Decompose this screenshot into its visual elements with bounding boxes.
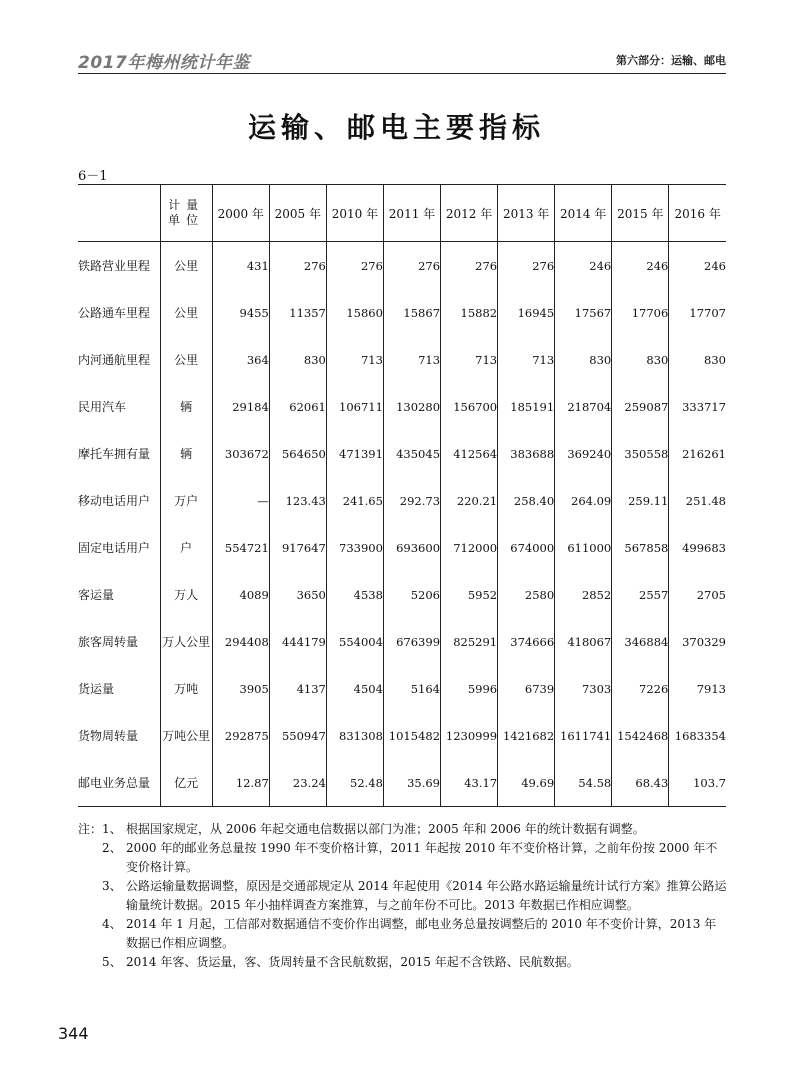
value-cell: 830	[612, 336, 669, 383]
value-cell: 370329	[682, 634, 726, 649]
value-cell: 23.24	[269, 759, 326, 807]
value-cell: 35.69	[383, 759, 440, 807]
value-cell: 7303	[555, 665, 612, 712]
value-cell: 218704	[555, 383, 612, 430]
value-cell: 220.21	[441, 477, 498, 524]
value-cell: 825291	[441, 618, 498, 665]
value-cell: 251.48	[685, 493, 726, 508]
value-cell: 1611741	[555, 712, 612, 759]
value-cell: 346884	[612, 618, 669, 665]
indicator-name: 旅客周转量	[78, 618, 160, 665]
value-cell: 15882	[441, 289, 498, 336]
note-item	[78, 877, 728, 915]
note-index: 3、	[102, 879, 122, 893]
value-cell: 333717	[682, 399, 726, 414]
indicator-name: 摩托车拥有量	[78, 430, 160, 477]
value-cell: 292.73	[383, 477, 440, 524]
value-cell: 15867	[383, 289, 440, 336]
table-row	[78, 571, 726, 618]
note-text: 公路运输量数据调整，原因是交通部规定从 2014 年起使用《2014 年公路水路运输量统计试行方案》推算公路运输量统计数据。2015 年小抽样调查方案推算，与之前年份不可比。2013 年数据已作相应调整。	[126, 879, 727, 912]
page-header	[78, 48, 726, 74]
value-cell: 29184	[212, 383, 269, 430]
value-cell: 294408	[212, 618, 269, 665]
unit-header-line1: 计量	[168, 198, 205, 212]
value-cell: 374666	[498, 618, 555, 665]
value-cell: —	[212, 477, 269, 524]
value-cell: 276	[269, 242, 326, 290]
indicator-name: 客运量	[78, 571, 160, 618]
value-cell: 611000	[555, 524, 612, 571]
value-cell: 713	[383, 336, 440, 383]
value-cell: 241.65	[326, 477, 383, 524]
unit-header	[160, 185, 212, 242]
value-cell: 1421682	[498, 712, 555, 759]
value-cell: 7913	[696, 681, 726, 696]
section-title: 第六部分：运输、邮电	[616, 54, 726, 67]
unit-cell: 辆	[160, 430, 212, 477]
value-cell: 276	[383, 242, 440, 290]
table-row	[78, 383, 726, 430]
value-cell: 567858	[612, 524, 669, 571]
indicator-name: 铁路营业里程	[78, 242, 160, 290]
table-row	[78, 242, 726, 290]
value-cell: 259087	[612, 383, 669, 430]
value-cell: 1542468	[612, 712, 669, 759]
value-cell: 15860	[326, 289, 383, 336]
page-number: 344	[58, 1024, 89, 1043]
value-cell: 5996	[441, 665, 498, 712]
year-header: 2016 年	[669, 185, 726, 242]
indicator-table	[78, 184, 726, 807]
value-cell: 412564	[441, 430, 498, 477]
note-item	[78, 953, 728, 972]
value-cell: 712000	[441, 524, 498, 571]
value-cell: 62061	[269, 383, 326, 430]
table-number: 6－1	[78, 169, 108, 184]
year-header: 2005 年	[269, 185, 326, 242]
value-cell: 830	[555, 336, 612, 383]
value-cell: 246	[612, 242, 669, 290]
note-index: 1、	[102, 822, 122, 836]
value-cell: 276	[326, 242, 383, 290]
value-cell: 3650	[269, 571, 326, 618]
value-cell: 246	[704, 258, 726, 273]
value-cell: 303672	[212, 430, 269, 477]
value-cell: 1015482	[383, 712, 440, 759]
unit-cell: 公里	[160, 336, 212, 383]
value-cell: 16945	[498, 289, 555, 336]
value-cell: 830	[704, 352, 726, 367]
value-cell: 17567	[555, 289, 612, 336]
value-cell: 2705	[696, 587, 726, 602]
unit-cell: 万吨公里	[160, 712, 212, 759]
value-cell: 185191	[498, 383, 555, 430]
value-cell: 674000	[498, 524, 555, 571]
year-header: 2014 年	[555, 185, 612, 242]
value-cell: 676399	[383, 618, 440, 665]
indicator-name: 移动电话用户	[78, 477, 160, 524]
value-cell: 130280	[383, 383, 440, 430]
value-cell: 444179	[269, 618, 326, 665]
table-row	[78, 759, 726, 807]
note-item	[78, 820, 728, 839]
value-cell: 1683354	[674, 728, 726, 743]
value-cell: 418067	[555, 618, 612, 665]
value-cell: 52.48	[326, 759, 383, 807]
note-index: 2、	[102, 841, 122, 855]
value-cell: 554004	[326, 618, 383, 665]
value-cell: 123.43	[269, 477, 326, 524]
value-cell: 7226	[612, 665, 669, 712]
value-cell: 431	[212, 242, 269, 290]
unit-cell: 公里	[160, 242, 212, 290]
note-text: 根据国家规定，从 2006 年起交通电信数据以部门为准；2005 年和 2006 年的统计数据有调整。	[126, 822, 645, 836]
page-title: 运输、邮电主要指标	[247, 111, 545, 144]
value-cell: 68.43	[612, 759, 669, 807]
value-cell: 11357	[269, 289, 326, 336]
value-cell: 12.87	[212, 759, 269, 807]
value-cell: 276	[441, 242, 498, 290]
value-cell: 54.58	[555, 759, 612, 807]
value-cell: 554721	[212, 524, 269, 571]
value-cell: 292875	[212, 712, 269, 759]
value-cell: 1230999	[441, 712, 498, 759]
value-cell: 264.09	[555, 477, 612, 524]
unit-cell: 万人公里	[160, 618, 212, 665]
value-cell: 5206	[383, 571, 440, 618]
indicator-name: 货物周转量	[78, 712, 160, 759]
value-cell: 17707	[689, 305, 726, 320]
indicator-name: 邮电业务总量	[78, 759, 160, 807]
value-cell: 216261	[682, 446, 726, 461]
value-cell: 713	[498, 336, 555, 383]
table-header-row	[78, 185, 726, 242]
note-item	[78, 839, 728, 877]
table-row	[78, 336, 726, 383]
table-row	[78, 477, 726, 524]
table-body	[78, 242, 726, 807]
note-item	[78, 915, 728, 953]
note-index: 5、	[102, 955, 122, 969]
value-cell: 713	[326, 336, 383, 383]
value-cell: 9455	[212, 289, 269, 336]
indicator-name: 内河通航里程	[78, 336, 160, 383]
indicator-name: 民用汽车	[78, 383, 160, 430]
value-cell: 550947	[269, 712, 326, 759]
unit-cell: 万吨	[160, 665, 212, 712]
indicator-header	[78, 185, 160, 242]
table-row	[78, 430, 726, 477]
value-cell: 103.7	[669, 759, 726, 807]
value-cell: 564650	[269, 430, 326, 477]
value-cell: 435045	[383, 430, 440, 477]
value-cell: 917647	[269, 524, 326, 571]
value-cell: 6739	[498, 665, 555, 712]
value-cell: 4538	[326, 571, 383, 618]
value-cell: 5164	[383, 665, 440, 712]
value-cell: 2557	[612, 571, 669, 618]
value-cell: 693600	[383, 524, 440, 571]
value-cell: 3905	[212, 665, 269, 712]
value-cell: 106711	[326, 383, 383, 430]
value-cell: 259.11	[612, 477, 669, 524]
value-cell: 499683	[682, 540, 726, 555]
unit-cell: 万人	[160, 571, 212, 618]
value-cell: 733900	[326, 524, 383, 571]
table-row	[78, 289, 726, 336]
value-cell: 2852	[555, 571, 612, 618]
value-cell: 350558	[612, 430, 669, 477]
unit-cell: 亿元	[160, 759, 212, 807]
unit-cell: 万户	[160, 477, 212, 524]
year-header: 2012 年	[441, 185, 498, 242]
value-cell: 383688	[498, 430, 555, 477]
value-cell: 276	[498, 242, 555, 290]
value-cell: 4089	[212, 571, 269, 618]
note-text: 2014 年 1 月起，工信部对数据通信不变价作出调整，邮电业务总量按调整后的 2010 年不变价计算，2013 年数据已作相应调整。	[126, 917, 717, 950]
indicator-name: 固定电话用户	[78, 524, 160, 571]
table-row	[78, 524, 726, 571]
value-cell: 713	[441, 336, 498, 383]
note-text: 2000 年的邮业务总量按 1990 年不变价格计算，2011 年起按 2010 年不变价格计算，之前年份按 2000 年不变价格计算。	[126, 841, 718, 874]
indicator-name: 货运量	[78, 665, 160, 712]
value-cell: 246	[555, 242, 612, 290]
unit-header-line2: 单位	[168, 213, 205, 227]
unit-cell: 公里	[160, 289, 212, 336]
value-cell: 5952	[441, 571, 498, 618]
indicator-name: 公路通车里程	[78, 289, 160, 336]
year-header: 2000 年	[212, 185, 269, 242]
note-text: 2014 年客、货运量，客、货周转量不含民航数据，2015 年起不含铁路、民航数据。	[126, 955, 579, 969]
year-header: 2015 年	[612, 185, 669, 242]
value-cell: 2580	[498, 571, 555, 618]
note-index: 4、	[102, 917, 122, 931]
value-cell: 4137	[269, 665, 326, 712]
value-cell: 471391	[326, 430, 383, 477]
unit-cell: 户	[160, 524, 212, 571]
value-cell: 369240	[555, 430, 612, 477]
table-row	[78, 665, 726, 712]
year-header: 2010 年	[326, 185, 383, 242]
value-cell: 17706	[612, 289, 669, 336]
value-cell: 49.69	[498, 759, 555, 807]
value-cell: 43.17	[441, 759, 498, 807]
header-rule	[78, 73, 726, 74]
table-row	[78, 712, 726, 759]
value-cell: 364	[212, 336, 269, 383]
notes-label: 注：	[78, 822, 103, 836]
year-header: 2013 年	[498, 185, 555, 242]
value-cell: 830	[269, 336, 326, 383]
yearbook-title: 2017年梅州统计年鉴	[78, 53, 250, 73]
value-cell: 4504	[326, 665, 383, 712]
value-cell: 156700	[441, 383, 498, 430]
table-row	[78, 618, 726, 665]
value-cell: 831308	[326, 712, 383, 759]
unit-cell: 辆	[160, 383, 212, 430]
value-cell: 258.40	[498, 477, 555, 524]
year-header: 2011 年	[383, 185, 440, 242]
notes	[78, 820, 728, 972]
